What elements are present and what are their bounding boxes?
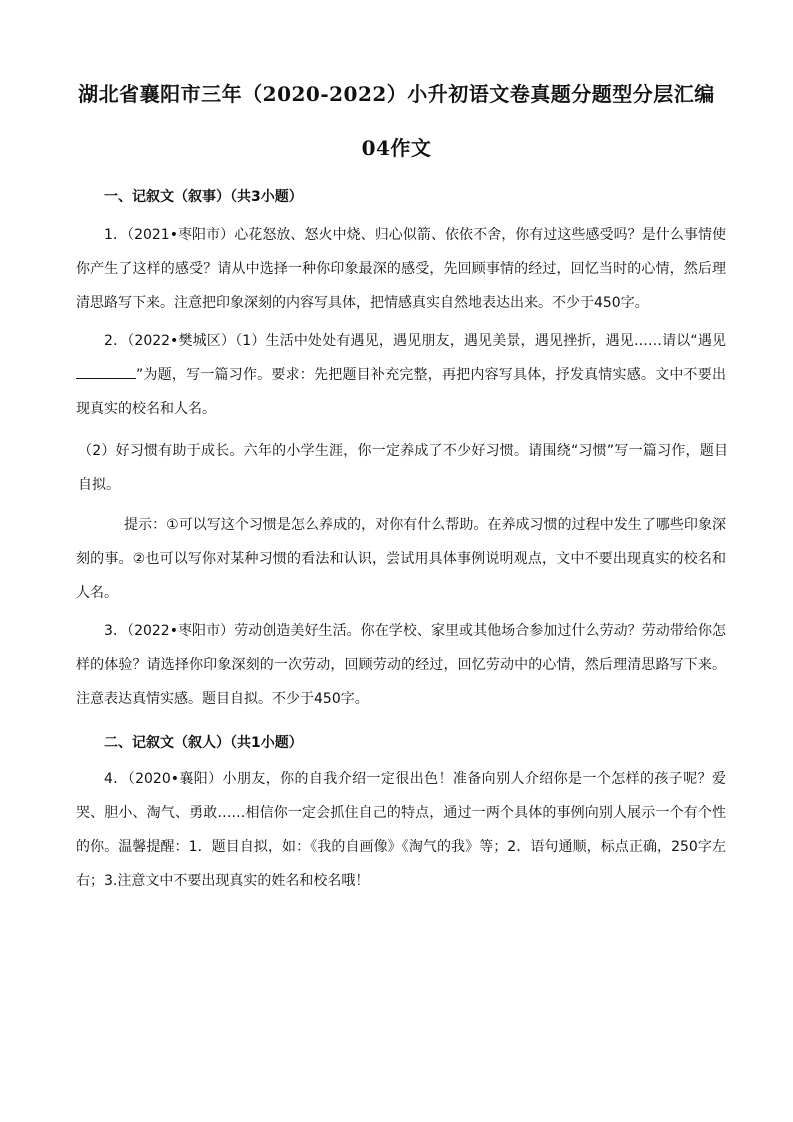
question-4: 4．（2020•襄阳）小朋友，你的自我介绍一定很出色！准备向别人介绍你是一个怎样的孩子呢？爱哭、胆小、淘气、勇敢……相信你一定会抓住自己的特点，通过一两个具体的事例向别人展示一个有个性的你。温馨提醒：1．题目自拟，如：《我的自画像》《淘气的我》等；2．语句通顺，标点正确，250字左右；3.注意文中不要出现真实的姓名和校名哦！ [76, 771, 726, 889]
section-heading-narrative-events: 一、记叙文（叙事）（共3小题） [104, 189, 303, 205]
document-subtitle: 04作文 [361, 136, 432, 160]
question-1: 1．（2021•枣阳市）心花怒放、怒火中烧、归心似箭、依依不舍，你有过这些感受吗？是什么事情使你产生了这样的感受？请从中选择一种你印象最深的感受，先回顾事情的经过，回忆当时的心情，然后理清思路写下来。注意把印象深刻的内容写具体，把情感真实自然地表达出来。不少于450字。 [76, 227, 726, 311]
question-2-text-a: 2．（2022•樊城区）（1）生活中处处有遇见，遇见朋友，遇见美景，遇见挫折，遇见……请以“遇见 [104, 333, 726, 349]
question-2-tip: 提示：①可以写这个习惯是怎么养成的，对你有什么帮助。在养成习惯的过程中发生了哪些印象深刻的事。②也可以写你对某种习惯的看法和认识，尝试用具体事例说明观点，文中不要出现真实的校名和人名。 [76, 517, 726, 601]
question-2-text-b: ”为题，写一篇习作。要求：先把题目补充完整，再把内容写具体，抒发真情实感。文中不要出现真实的校名和人名。 [76, 367, 726, 417]
question-2-part-1 [76, 324, 726, 426]
section-heading-narrative-people: 二、记叙文（叙人）（共1小题） [104, 735, 303, 751]
question-3: 3．（2022•枣阳市）劳动创造美好生活。你在学校、家里或其他场合参加过什么劳动？劳动带给你怎样的体验？请选择你印象深刻的一次劳动，回顾劳动的经过，回忆劳动中的心情，然后理清思路写下来。注意表达真情实感。题目自拟。不少于450字。 [76, 623, 726, 707]
question-2-part-2: （2）好习惯有助于成长。六年的小学生涯，你一定养成了不少好习惯。请围绕“习惯”写一篇习作，题目自拟。 [78, 443, 728, 493]
fill-in-blank [76, 364, 136, 379]
document-title: 湖北省襄阳市三年（2020-2022）小升初语文卷真题分题型分层汇编 [78, 82, 715, 106]
